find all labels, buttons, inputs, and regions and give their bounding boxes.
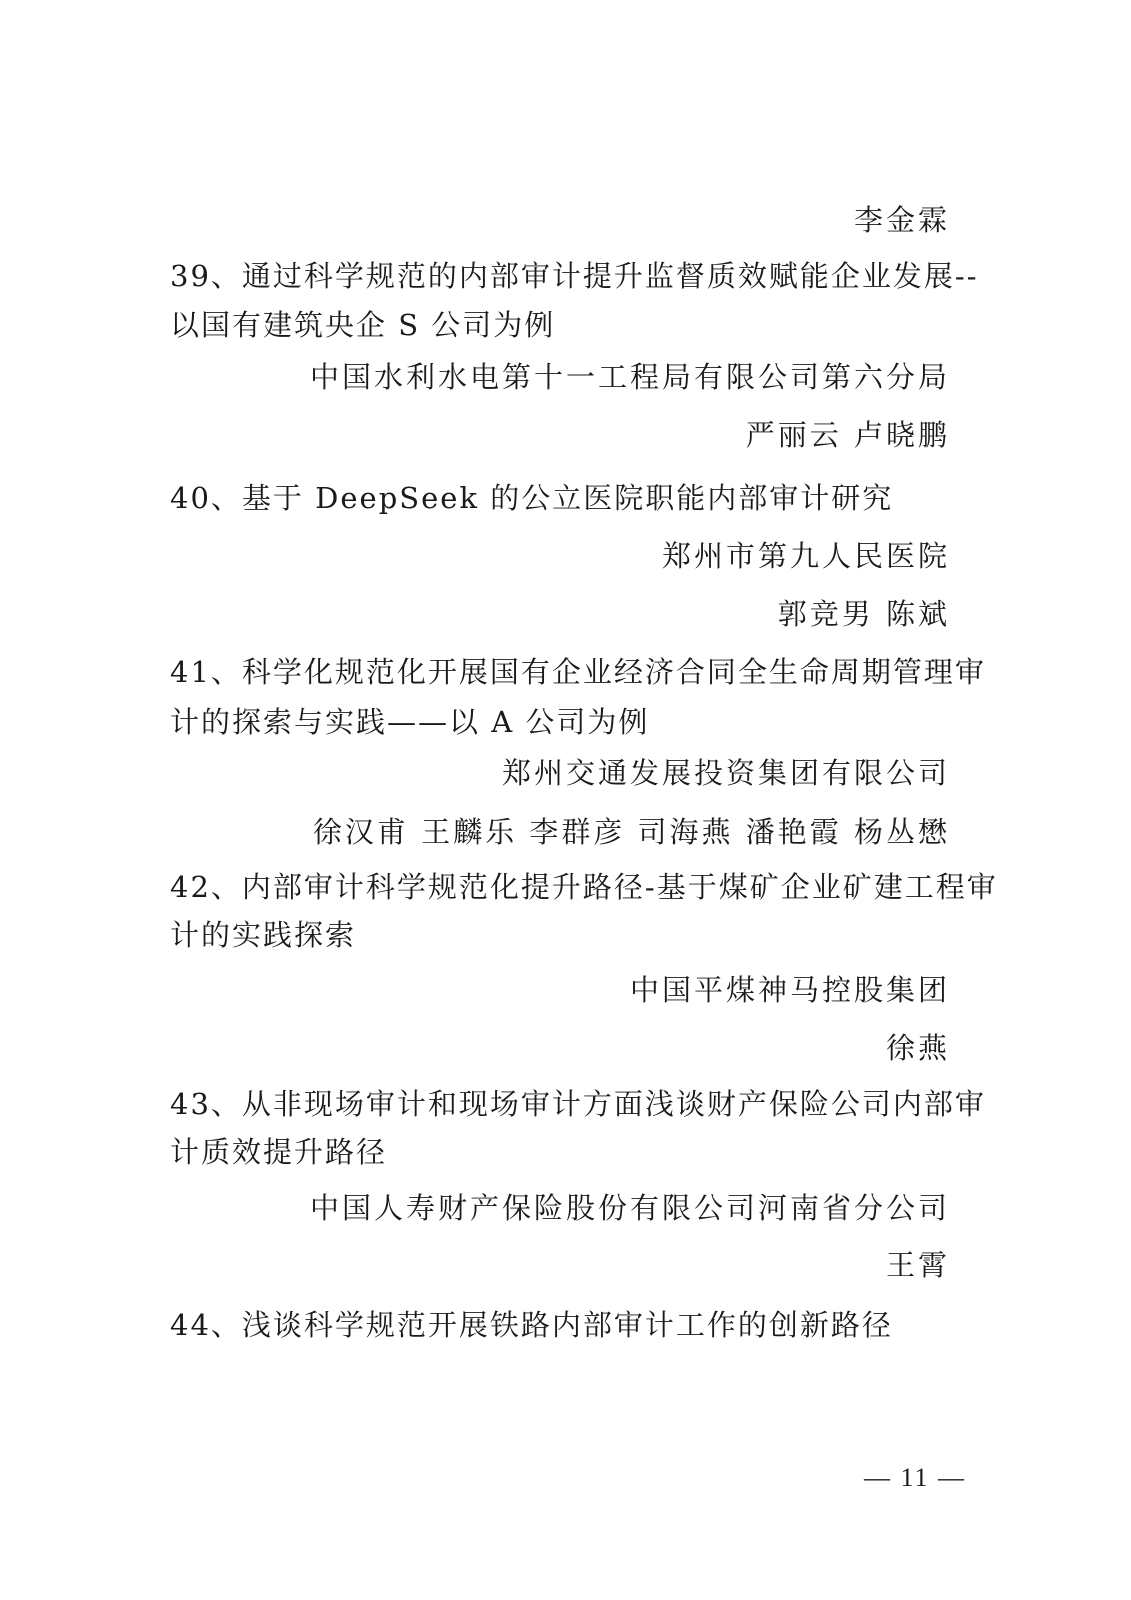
entry-title-line: 39、通过科学规范的内部审计提升监督质效赋能企业发展--	[170, 259, 979, 293]
entry-title-line: 计的探索与实践——以 A 公司为例	[170, 705, 650, 739]
entry-title-line: 计质效提升路径	[170, 1135, 388, 1169]
author-line: 郭竞男 陈斌	[777, 597, 950, 631]
entry-title-line: 以国有建筑央企 S 公司为例	[170, 308, 556, 342]
entry-title-line: 44、浅谈科学规范开展铁路内部审计工作的创新路径	[170, 1308, 893, 1342]
page-number: — 11 —	[863, 1463, 967, 1492]
entry-title-line: 42、内部审计科学规范化提升路径-基于煤矿企业矿建工程审	[170, 870, 998, 904]
entry-title-line: 41、科学化规范化开展国有企业经济合同全生命周期管理审	[170, 655, 986, 689]
organization-line: 中国人寿财产保险股份有限公司河南省分公司	[309, 1191, 950, 1225]
organization-line: 中国水利水电第十一工程局有限公司第六分局	[309, 360, 950, 394]
organization-line: 郑州交通发展投资集团有限公司	[501, 756, 950, 790]
entry-title-line: 40、基于 DeepSeek 的公立医院职能内部审计研究	[170, 481, 894, 515]
entry-title-line: 计的实践探索	[170, 918, 357, 952]
author-line: 严丽云 卢晓鹏	[745, 418, 950, 452]
organization-line: 中国平煤神马控股集团	[629, 973, 950, 1007]
organization-line: 郑州市第九人民医院	[661, 539, 950, 573]
author-line: 徐燕	[885, 1031, 950, 1065]
author-line: 李金霖	[853, 203, 950, 237]
entry-title-line: 43、从非现场审计和现场审计方面浅谈财产保险公司内部审	[170, 1087, 986, 1121]
author-line: 徐汉甫 王麟乐 李群彦 司海燕 潘艳霞 杨丛懋	[312, 815, 950, 849]
author-line: 王霄	[885, 1248, 950, 1282]
